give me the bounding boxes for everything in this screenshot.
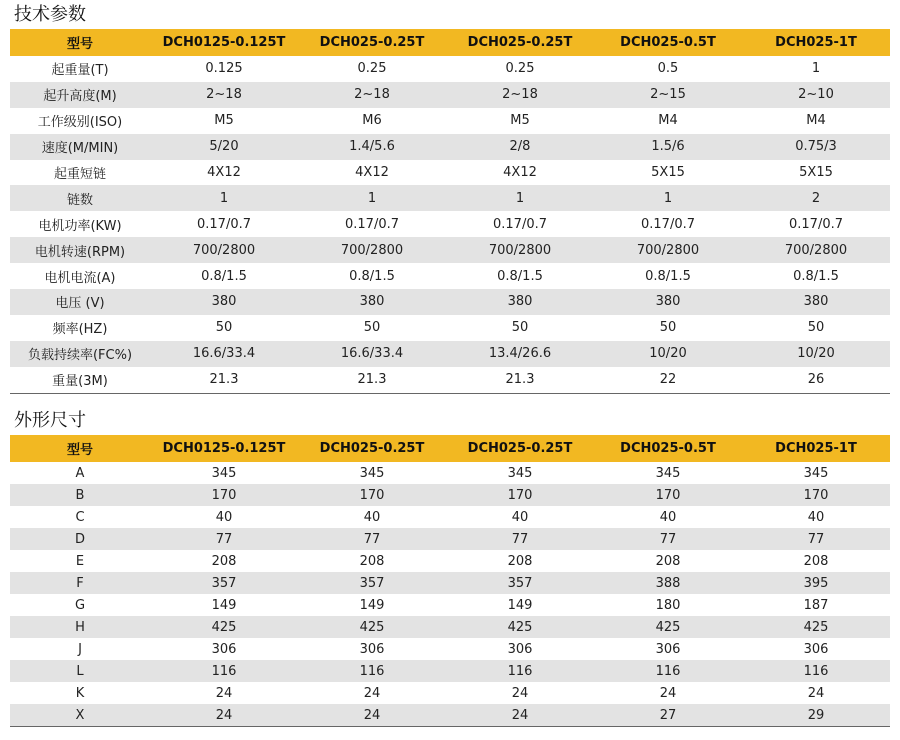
table-cell: 4X12 <box>298 160 446 186</box>
table-row <box>10 462 890 484</box>
row-label: 重量(3M) <box>10 367 150 393</box>
row-label: K <box>10 682 150 704</box>
header-cell-model: 型号 <box>10 29 150 56</box>
table-cell: 345 <box>298 462 446 484</box>
table-cell: 208 <box>150 550 298 572</box>
table-cell: 345 <box>594 462 742 484</box>
table-cell: 0.17/0.7 <box>594 211 742 237</box>
table-row <box>10 528 890 550</box>
table-row <box>10 484 890 506</box>
table-cell: 1 <box>742 56 890 82</box>
table-cell: 357 <box>298 572 446 594</box>
table-cell: 0.25 <box>446 56 594 82</box>
table-cell: 21.3 <box>150 367 298 393</box>
table-cell: 357 <box>446 572 594 594</box>
spec-table-header <box>10 29 890 56</box>
row-label: 负载持续率(FC%) <box>10 341 150 367</box>
row-label: X <box>10 704 150 727</box>
table-cell: M4 <box>742 108 890 134</box>
header-cell-model: 型号 <box>10 435 150 462</box>
table-row <box>10 108 890 134</box>
table-cell: 380 <box>594 289 742 315</box>
table-cell: 22 <box>594 367 742 393</box>
table-row <box>10 82 890 108</box>
table-cell: 425 <box>446 616 594 638</box>
table-cell: 40 <box>594 506 742 528</box>
table-cell: 40 <box>298 506 446 528</box>
table-row <box>10 211 890 237</box>
row-label: 起重量(T) <box>10 56 150 82</box>
table-cell: 0.17/0.7 <box>150 211 298 237</box>
table-cell: 380 <box>446 289 594 315</box>
table-row <box>10 572 890 594</box>
table-cell: 4X12 <box>150 160 298 186</box>
table-cell: M6 <box>298 108 446 134</box>
row-label: 工作级别(ISO) <box>10 108 150 134</box>
header-cell-model-5: DCH025-1T <box>742 29 890 56</box>
table-cell: 50 <box>594 315 742 341</box>
table-cell: 2~18 <box>150 82 298 108</box>
table-cell: 116 <box>446 660 594 682</box>
table-cell: 388 <box>594 572 742 594</box>
table-cell: 77 <box>150 528 298 550</box>
table-cell: 0.17/0.7 <box>298 211 446 237</box>
table-cell: 5X15 <box>594 160 742 186</box>
row-label: 电机转速(RPM) <box>10 237 150 263</box>
table-cell: 306 <box>446 638 594 660</box>
header-cell-model-4: DCH025-0.5T <box>594 29 742 56</box>
table-cell: 1 <box>150 185 298 211</box>
table-cell: 395 <box>742 572 890 594</box>
table-cell: 77 <box>594 528 742 550</box>
table-cell: 2~18 <box>298 82 446 108</box>
row-label: 速度(M/MIN) <box>10 134 150 160</box>
table-cell: 306 <box>150 638 298 660</box>
table-cell: 0.8/1.5 <box>150 263 298 289</box>
table-cell: 2~18 <box>446 82 594 108</box>
table-cell: 208 <box>446 550 594 572</box>
table-cell: 425 <box>298 616 446 638</box>
table-cell: 345 <box>150 462 298 484</box>
table-cell: 50 <box>446 315 594 341</box>
table-row <box>10 341 890 367</box>
table-cell: 0.8/1.5 <box>446 263 594 289</box>
header-cell-model-2: DCH025-0.25T <box>298 435 446 462</box>
row-label: 起升高度(M) <box>10 82 150 108</box>
table-cell: 208 <box>298 550 446 572</box>
table-cell: 170 <box>446 484 594 506</box>
table-row <box>10 550 890 572</box>
table-cell: 170 <box>594 484 742 506</box>
row-label: F <box>10 572 150 594</box>
table-row <box>10 506 890 528</box>
header-cell-model-2: DCH025-0.25T <box>298 29 446 56</box>
table-cell: 116 <box>298 660 446 682</box>
table-cell: 425 <box>150 616 298 638</box>
table-cell: 306 <box>298 638 446 660</box>
table-row <box>10 237 890 263</box>
table-row <box>10 682 890 704</box>
table-cell: 29 <box>742 704 890 727</box>
row-label: L <box>10 660 150 682</box>
table-cell: 24 <box>446 704 594 727</box>
table-cell: M5 <box>446 108 594 134</box>
table-cell: 50 <box>742 315 890 341</box>
table-cell: M4 <box>594 108 742 134</box>
table-row <box>10 56 890 82</box>
table-cell: 0.5 <box>594 56 742 82</box>
table-row <box>10 367 890 393</box>
table-cell: 116 <box>742 660 890 682</box>
table-row <box>10 185 890 211</box>
spec-section-title: 技术参数 <box>14 4 86 25</box>
table-cell: 21.3 <box>446 367 594 393</box>
table-cell: M5 <box>150 108 298 134</box>
row-label: A <box>10 462 150 484</box>
table-cell: 27 <box>594 704 742 727</box>
row-label: 链数 <box>10 185 150 211</box>
table-cell: 380 <box>742 289 890 315</box>
table-row <box>10 315 890 341</box>
table-cell: 4X12 <box>446 160 594 186</box>
table-row <box>10 616 890 638</box>
table-cell: 116 <box>594 660 742 682</box>
table-cell: 40 <box>150 506 298 528</box>
table-cell: 345 <box>446 462 594 484</box>
table-cell: 5/20 <box>150 134 298 160</box>
row-label: C <box>10 506 150 528</box>
table-cell: 0.8/1.5 <box>298 263 446 289</box>
table-cell: 0.8/1.5 <box>742 263 890 289</box>
table-cell: 77 <box>298 528 446 550</box>
table-cell: 24 <box>150 704 298 727</box>
table-cell: 2~10 <box>742 82 890 108</box>
row-label: 电机电流(A) <box>10 263 150 289</box>
table-cell: 345 <box>742 462 890 484</box>
header-cell-model-3: DCH025-0.25T <box>446 29 594 56</box>
table-cell: 50 <box>298 315 446 341</box>
dimension-table <box>10 435 890 727</box>
table-cell: 1 <box>298 185 446 211</box>
table-cell: 16.6/33.4 <box>150 341 298 367</box>
table-cell: 1.5/6 <box>594 134 742 160</box>
table-cell: 77 <box>742 528 890 550</box>
table-cell: 380 <box>150 289 298 315</box>
table-cell: 21.3 <box>298 367 446 393</box>
table-cell: 700/2800 <box>742 237 890 263</box>
table-cell: 24 <box>594 682 742 704</box>
table-cell: 149 <box>446 594 594 616</box>
table-cell: 180 <box>594 594 742 616</box>
row-label: E <box>10 550 150 572</box>
table-cell: 26 <box>742 367 890 393</box>
table-cell: 149 <box>150 594 298 616</box>
table-cell: 16.6/33.4 <box>298 341 446 367</box>
table-cell: 1 <box>594 185 742 211</box>
row-label: 起重短链 <box>10 160 150 186</box>
table-cell: 306 <box>594 638 742 660</box>
table-cell: 24 <box>742 682 890 704</box>
row-label: J <box>10 638 150 660</box>
table-cell: 0.17/0.7 <box>446 211 594 237</box>
table-cell: 1 <box>446 185 594 211</box>
table-row <box>10 660 890 682</box>
spec-table <box>10 29 890 394</box>
table-cell: 425 <box>742 616 890 638</box>
table-cell: 10/20 <box>742 341 890 367</box>
table-cell: 24 <box>446 682 594 704</box>
table-cell: 425 <box>594 616 742 638</box>
row-label: D <box>10 528 150 550</box>
table-row <box>10 594 890 616</box>
table-cell: 306 <box>742 638 890 660</box>
header-cell-model-1: DCH0125-0.125T <box>150 29 298 56</box>
table-cell: 700/2800 <box>298 237 446 263</box>
row-label: 频率(HZ) <box>10 315 150 341</box>
table-cell: 0.8/1.5 <box>594 263 742 289</box>
table-cell: 170 <box>742 484 890 506</box>
table-cell: 10/20 <box>594 341 742 367</box>
table-cell: 0.17/0.7 <box>742 211 890 237</box>
table-row <box>10 704 890 727</box>
header-cell-model-1: DCH0125-0.125T <box>150 435 298 462</box>
table-cell: 13.4/26.6 <box>446 341 594 367</box>
header-cell-model-5: DCH025-1T <box>742 435 890 462</box>
table-cell: 170 <box>298 484 446 506</box>
table-cell: 50 <box>150 315 298 341</box>
table-cell: 0.75/3 <box>742 134 890 160</box>
table-cell: 208 <box>594 550 742 572</box>
row-label: G <box>10 594 150 616</box>
header-cell-model-4: DCH025-0.5T <box>594 435 742 462</box>
table-cell: 380 <box>298 289 446 315</box>
row-label: B <box>10 484 150 506</box>
dimension-table-header <box>10 435 890 462</box>
table-cell: 187 <box>742 594 890 616</box>
header-cell-model-3: DCH025-0.25T <box>446 435 594 462</box>
row-label: 电机功率(KW) <box>10 211 150 237</box>
table-cell: 40 <box>742 506 890 528</box>
row-label: H <box>10 616 150 638</box>
table-cell: 700/2800 <box>446 237 594 263</box>
table-cell: 24 <box>298 704 446 727</box>
table-row <box>10 134 890 160</box>
table-cell: 149 <box>298 594 446 616</box>
table-row <box>10 263 890 289</box>
table-cell: 700/2800 <box>150 237 298 263</box>
table-cell: 40 <box>446 506 594 528</box>
table-cell: 208 <box>742 550 890 572</box>
table-cell: 700/2800 <box>594 237 742 263</box>
table-cell: 5X15 <box>742 160 890 186</box>
table-row <box>10 638 890 660</box>
table-cell: 24 <box>298 682 446 704</box>
table-cell: 1.4/5.6 <box>298 134 446 160</box>
table-cell: 2~15 <box>594 82 742 108</box>
row-label: 电压 (V) <box>10 289 150 315</box>
table-row <box>10 289 890 315</box>
table-cell: 0.25 <box>298 56 446 82</box>
table-cell: 0.125 <box>150 56 298 82</box>
table-cell: 170 <box>150 484 298 506</box>
table-cell: 2 <box>742 185 890 211</box>
table-cell: 357 <box>150 572 298 594</box>
table-cell: 2/8 <box>446 134 594 160</box>
table-cell: 77 <box>446 528 594 550</box>
table-cell: 24 <box>150 682 298 704</box>
dimension-section-title: 外形尺寸 <box>14 410 86 431</box>
table-row <box>10 160 890 186</box>
table-cell: 116 <box>150 660 298 682</box>
